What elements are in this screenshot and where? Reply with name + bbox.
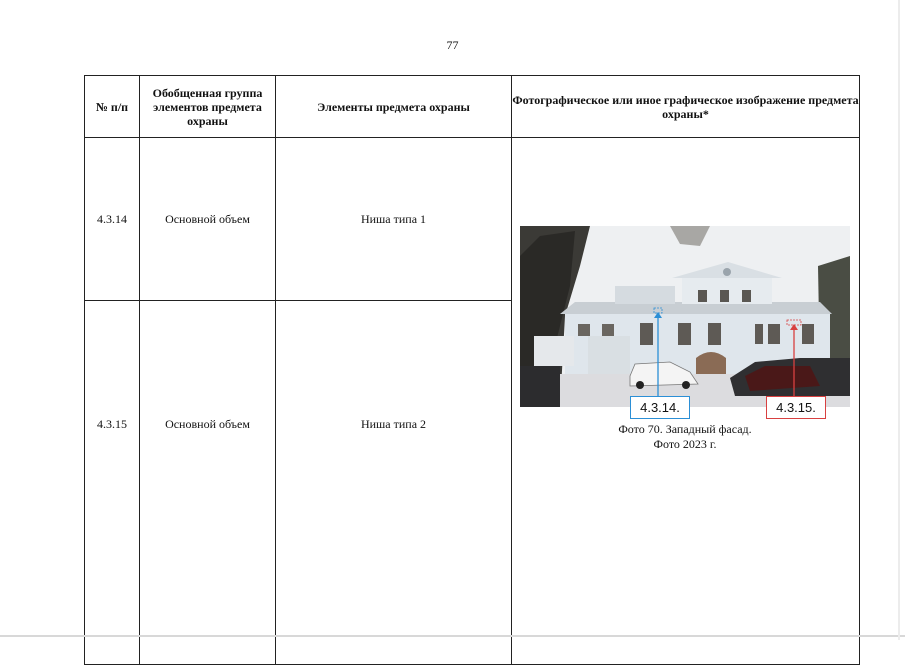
header-number: № п/п (85, 76, 140, 138)
header-image: Фотографическое или иное графическое изображение предмета охраны* (512, 76, 860, 138)
facade-photo (520, 226, 850, 415)
scan-edge-right (898, 0, 900, 640)
photo-caption (512, 422, 858, 452)
page-number: 77 (446, 38, 459, 52)
caption-line-1: Фото 70. Западный фасад. (618, 422, 752, 436)
photo-cell (512, 138, 860, 665)
table-row (85, 138, 860, 301)
building-photo (520, 226, 850, 407)
header-group: Обобщенная группа элементов предмета охраны (140, 76, 276, 138)
protection-table (84, 75, 860, 665)
table-header-row (85, 76, 860, 138)
row-number: 4.3.14 (85, 138, 140, 301)
caption-line-2: Фото 2023 г. (653, 437, 717, 451)
row-group: Основной объем (140, 138, 276, 301)
row-element: Ниша типа 1 (276, 138, 512, 301)
row-number: 4.3.15 (85, 301, 140, 665)
scan-edge (0, 635, 905, 637)
header-elements: Элементы предмета охраны (276, 76, 512, 138)
marker-label-4-3-15: 4.3.15. (766, 396, 826, 419)
marker-label-4-3-14: 4.3.14. (630, 396, 690, 419)
row-element: Ниша типа 2 (276, 301, 512, 665)
row-group: Основной объем (140, 301, 276, 665)
